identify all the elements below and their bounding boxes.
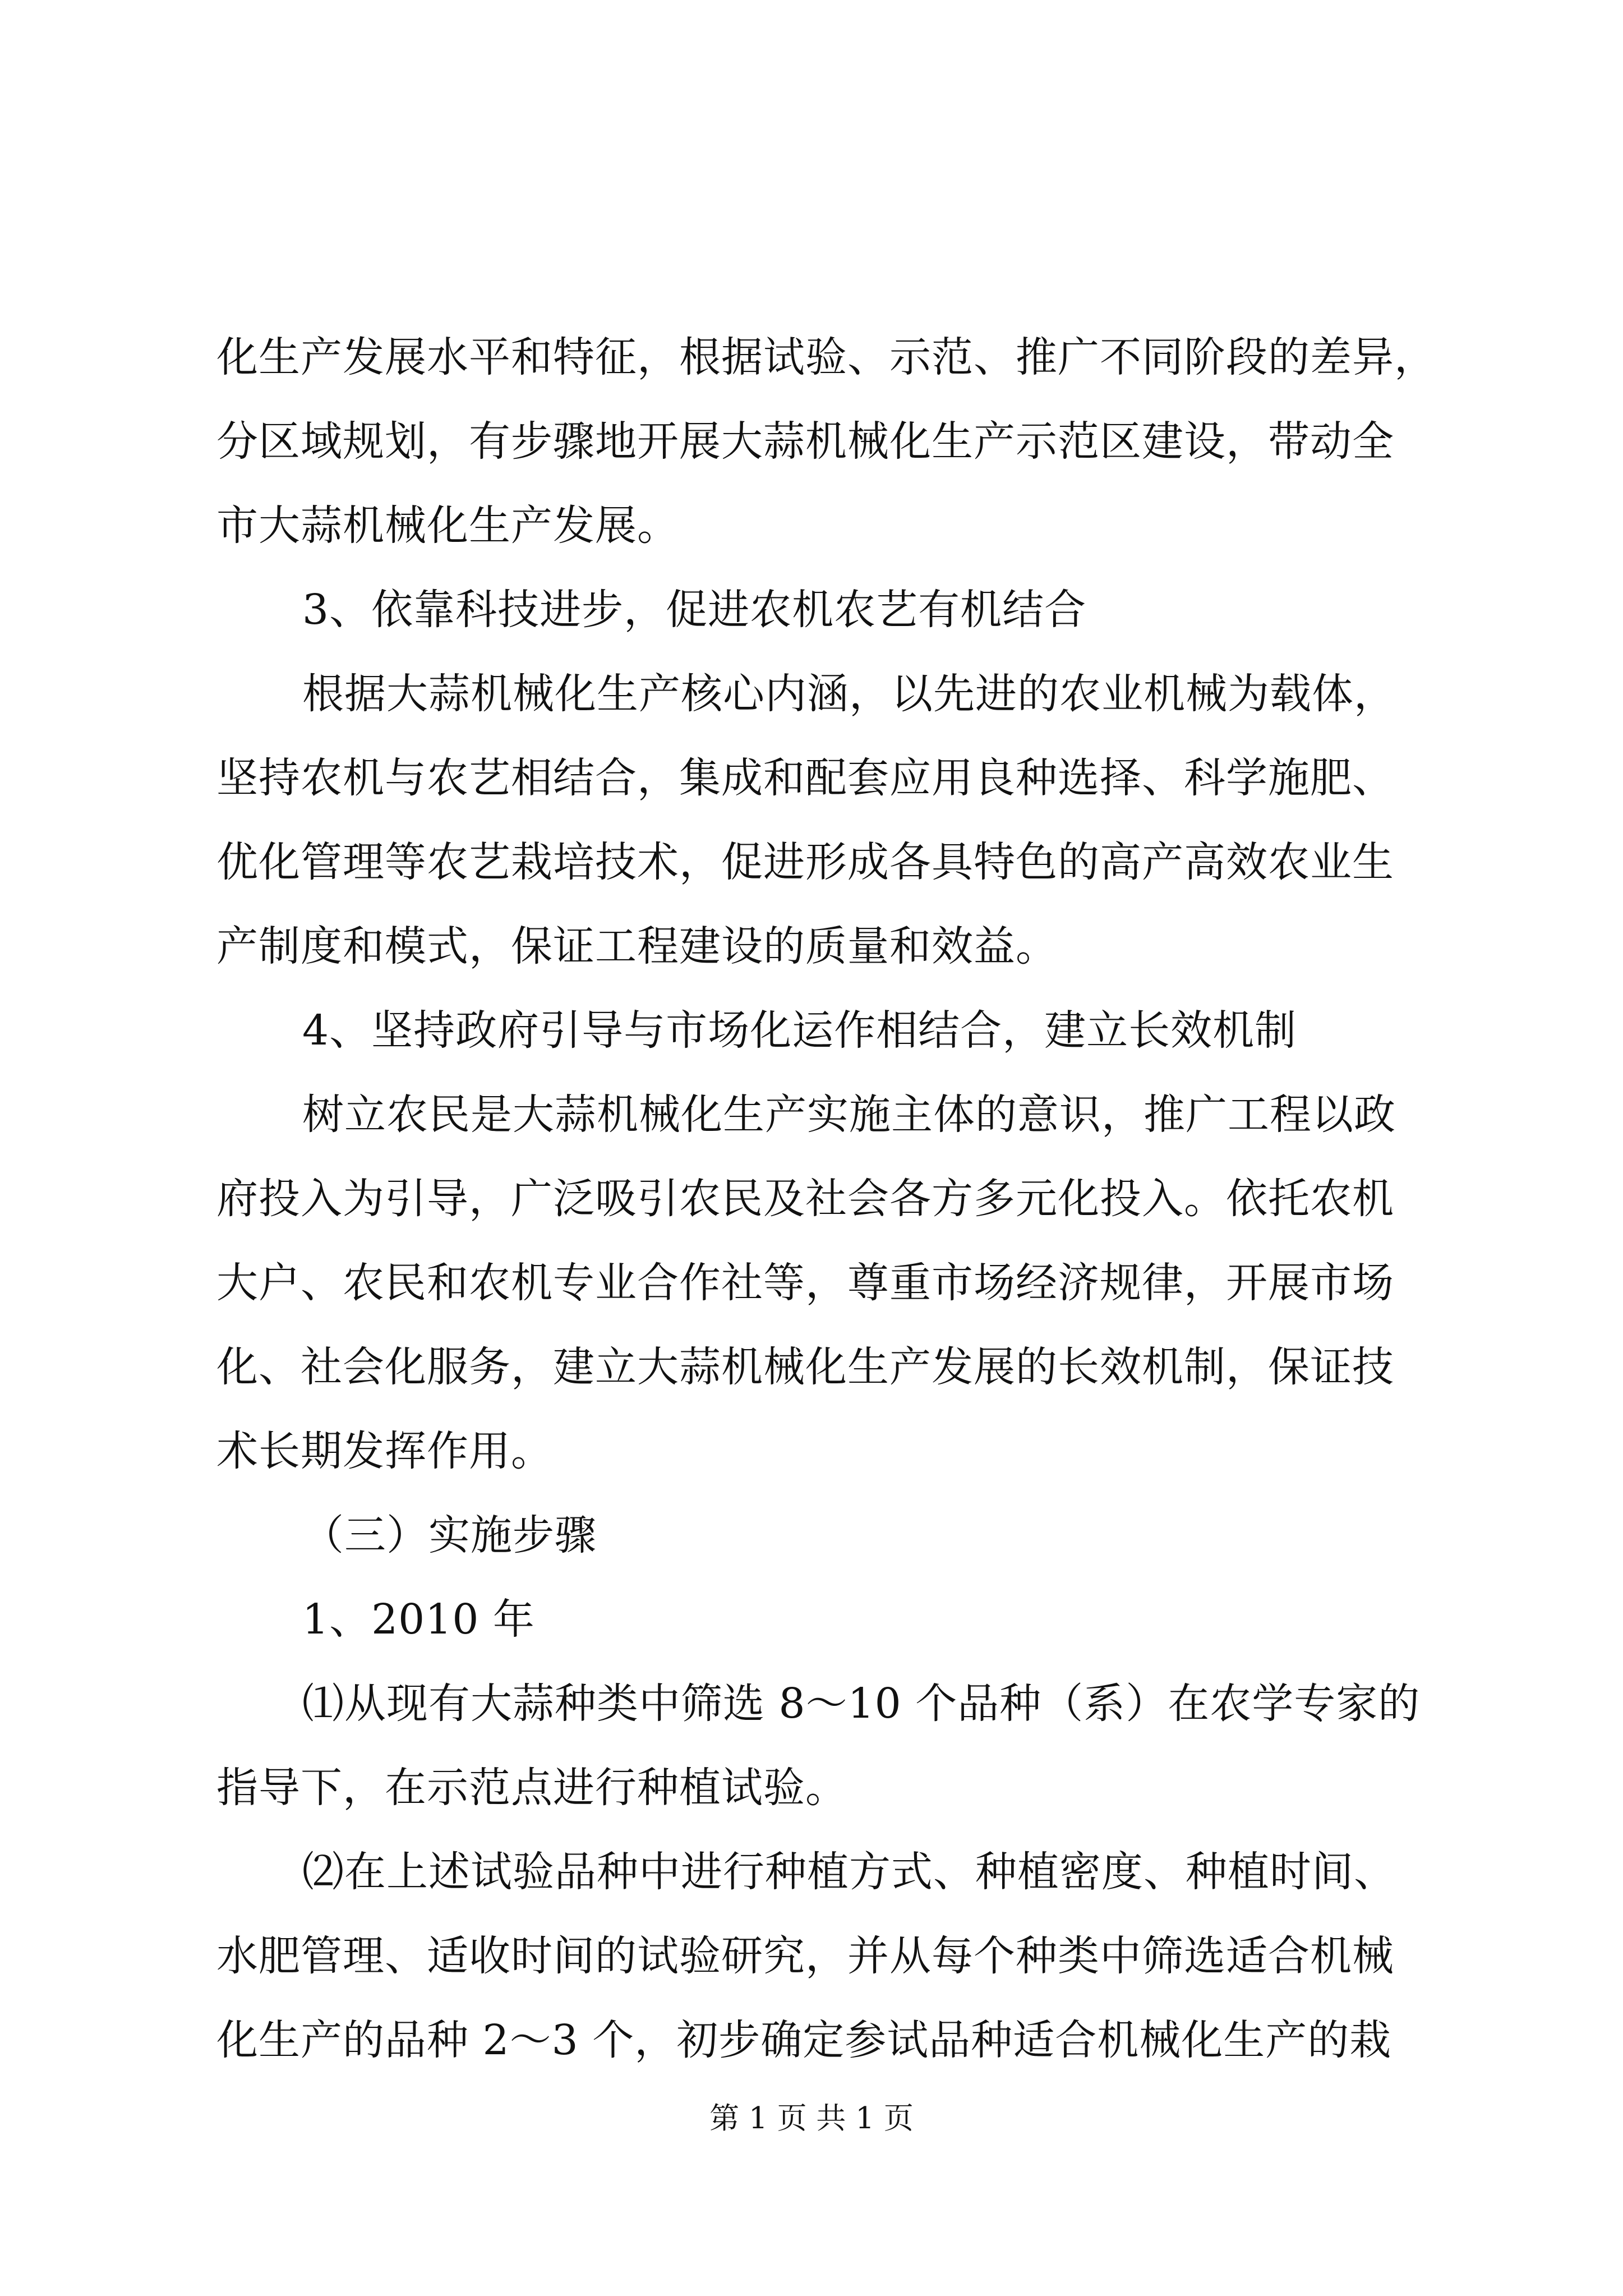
text-line-8: 产制度和模式，保证工程建设的质量和效益。 bbox=[216, 922, 1058, 970]
subheading-2010: 1、2010 年 bbox=[302, 1595, 535, 1644]
text-line-14: 术长期发挥作用。 bbox=[216, 1427, 553, 1475]
text-line-19: ⑵在上述试验品种中进行种植方式、种植密度、种植时间、 bbox=[302, 1848, 1396, 1896]
text-line-20: 水肥管理、适收时间的试验研究，并从每个种类中筛选适合机械 bbox=[216, 1932, 1394, 1980]
text-line-18: 指导下，在示范点进行种植试验。 bbox=[216, 1764, 847, 1812]
text-line-11: 府投入为引导，广泛吸引农民及社会各方多元化投入。依托农机 bbox=[216, 1175, 1394, 1223]
text-line-12: 大户、农民和农机专业合作社等，尊重市场经济规律，开展市场 bbox=[216, 1259, 1394, 1307]
text-line-5: 根据大蒜机械化生产核心内涵，以先进的农业机械为载体， bbox=[302, 670, 1396, 718]
text-line-13: 化、社会化服务，建立大蒜机械化生产发展的长效机制，保证技 bbox=[216, 1343, 1394, 1391]
text-line-7: 优化管理等农艺栽培技术，促进形成各具特色的高产高效农业生 bbox=[216, 838, 1394, 886]
page-number-footer: 第 1 页 共 1 页 bbox=[709, 2101, 914, 2136]
text-line-6: 坚持农机与农艺相结合，集成和配套应用良种选择、科学施肥、 bbox=[216, 754, 1394, 802]
text-line-2: 分区域规划，有步骤地开展大蒜机械化生产示范区建设，带动全 bbox=[216, 417, 1394, 466]
text-line-21: 化生产的品种 2～3 个，初步确定参试品种适合机械化生产的栽 bbox=[216, 2016, 1392, 2064]
section-heading-3: 3、依靠科技进步，促进农机农艺有机结合 bbox=[302, 586, 1087, 634]
section-heading-implementation-steps: （三）实施步骤 bbox=[302, 1511, 597, 1559]
section-heading-4: 4、坚持政府引导与市场化运作相结合，建立长效机制 bbox=[302, 1006, 1297, 1055]
text-line-10: 树立农民是大蒜机械化生产实施主体的意识，推广工程以政 bbox=[302, 1091, 1396, 1139]
text-line-3: 市大蒜机械化生产发展。 bbox=[216, 501, 679, 550]
text-line-17: ⑴从现有大蒜种类中筛选 8～10 个品种（系）在农学专家的 bbox=[302, 1680, 1421, 1728]
text-line-1: 化生产发展水平和特征，根据试验、示范、推广不同阶段的差异， bbox=[216, 333, 1436, 381]
